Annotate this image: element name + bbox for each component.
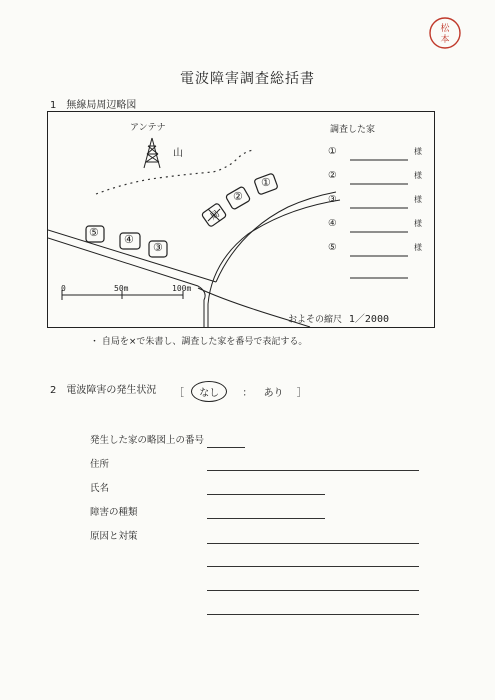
surveyed-suffix-4: 様 <box>414 219 422 228</box>
field-label-cause: 原因と対策 <box>90 531 138 542</box>
house-4-label: ④ <box>124 233 134 246</box>
option-none-circled[interactable] <box>191 381 227 402</box>
field-line-house-number[interactable] <box>207 447 245 448</box>
surveyed-suffix-3: 様 <box>414 195 422 204</box>
field-line-cause-2[interactable] <box>207 566 419 567</box>
field-label-address: 住所 <box>90 459 110 470</box>
road-curve <box>216 192 336 282</box>
field-line-name[interactable] <box>207 494 325 495</box>
map-drawing <box>48 112 434 327</box>
section1-heading: 1 無線局周辺略図 <box>50 100 137 111</box>
field-label-name: 氏名 <box>90 483 110 494</box>
house-3-label: ③ <box>153 241 163 254</box>
scale-tick-0: 0 <box>61 284 66 293</box>
svg-text:松: 松 <box>440 24 450 34</box>
field-line-cause-1[interactable] <box>207 543 419 544</box>
field-line-cause-4[interactable] <box>207 614 419 615</box>
scale-value: 1／2000 <box>348 314 389 325</box>
house-1-label: ① <box>261 176 271 189</box>
map-note: ・ 自局を×で朱書し、調査した家を番号で表記する。 <box>90 337 308 347</box>
scale-text <box>288 310 389 325</box>
field-line-damage-type[interactable] <box>207 518 325 519</box>
surveyed-title: 調査した家 <box>330 125 376 135</box>
scale-tick-50m: 50m <box>114 284 129 293</box>
field-line-cause-3[interactable] <box>207 590 419 591</box>
scale-prefix: およその縮尺 <box>288 315 343 325</box>
scale-tick-100m: 100m <box>172 284 192 293</box>
surrounding-map <box>47 111 435 328</box>
field-label-damage-type: 障害の種類 <box>90 507 138 518</box>
antenna-tower-icon <box>144 138 160 168</box>
bracket-open: ［ <box>174 388 184 399</box>
field-label-house-number: 発生した家の略図上の番号 <box>90 435 205 446</box>
antenna-label: アンテナ <box>130 123 166 133</box>
seal-stamp <box>428 16 462 50</box>
house-5-label: ⑤ <box>89 226 99 239</box>
surveyed-suffix-1: 様 <box>414 147 422 156</box>
surveyed-num-2: ② <box>328 170 337 181</box>
surveyed-suffix-5: 様 <box>414 243 422 252</box>
house-2-label: ② <box>233 190 243 203</box>
bracket-close: ］ <box>296 388 307 399</box>
field-line-address[interactable] <box>207 470 419 471</box>
status-selector <box>174 381 307 402</box>
surveyed-num-4: ④ <box>328 218 337 229</box>
station-label: 局 <box>208 209 222 223</box>
surveyed-num-3: ③ <box>328 194 337 205</box>
svg-text:本: 本 <box>440 35 450 45</box>
option-exist-label[interactable]: あり <box>263 388 284 399</box>
document-title: 電波障害調査総括書 <box>180 71 315 87</box>
section2-heading: 2 電波障害の発生状況 <box>50 385 157 396</box>
mountain-label: 山 <box>173 148 183 159</box>
surveyed-num-1: ① <box>328 146 337 157</box>
status-separator: ： <box>242 388 253 399</box>
surveyed-suffix-2: 様 <box>414 171 422 180</box>
surveyed-num-5: ⑤ <box>328 242 337 253</box>
option-none-label: なし <box>199 388 220 399</box>
